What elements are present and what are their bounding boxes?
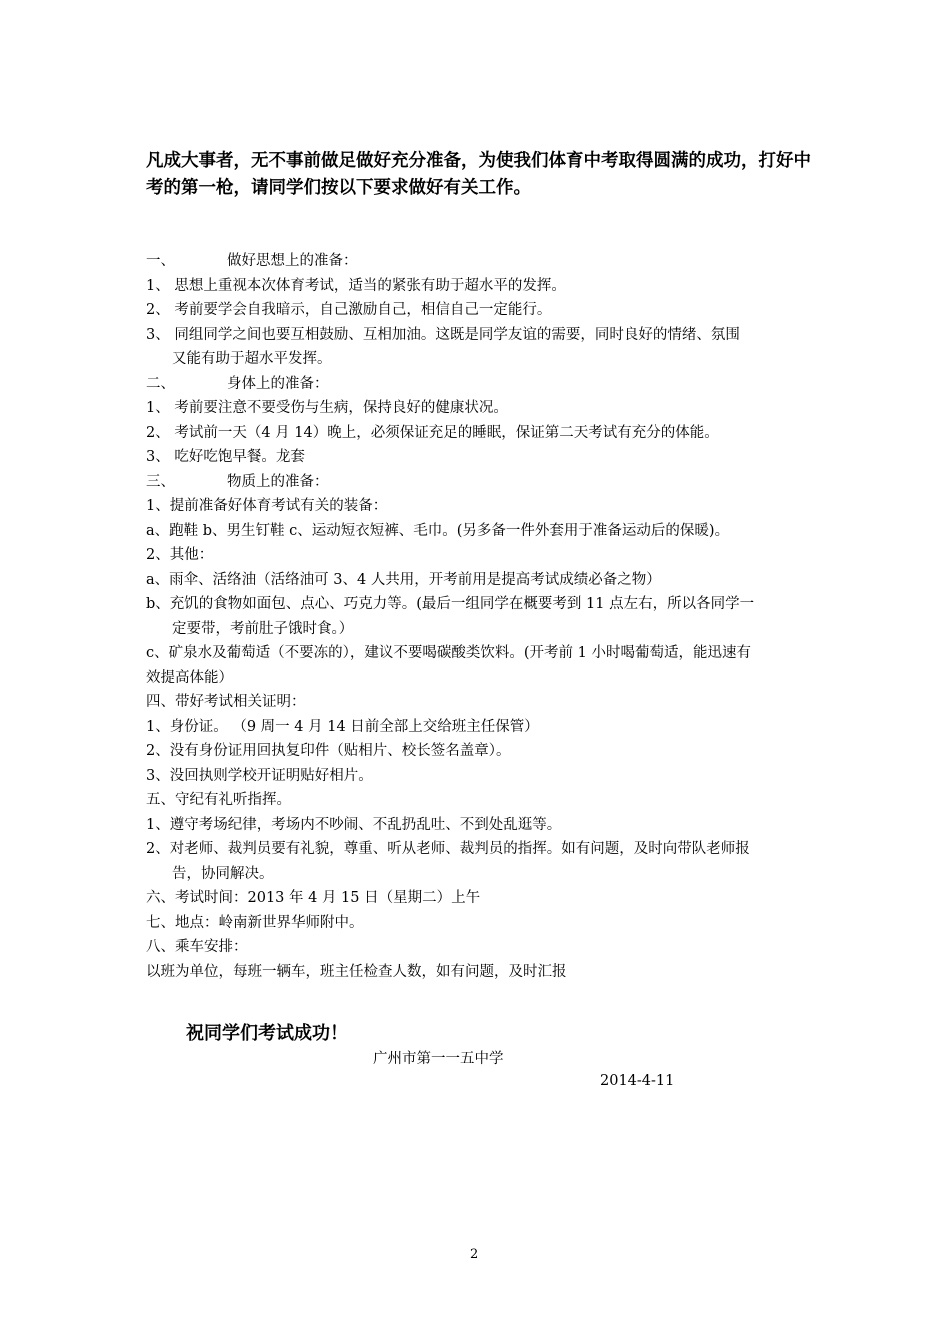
section-title: 做好思想上的准备：: [227, 253, 358, 269]
list-item: 3、 吃好吃饱早餐。龙套: [146, 449, 305, 465]
section-number: 三、: [146, 473, 175, 490]
section-number: 二、: [146, 375, 175, 392]
school-name: 广州市第一一五中学: [373, 1051, 504, 1067]
list-item: 1、 思想上重视本次体育考试，适当的紧张有助于超水平的发挥。: [146, 277, 566, 294]
page-number: 2: [470, 1247, 479, 1262]
document-date: 2014-4-11: [600, 1073, 675, 1089]
list-item: 2、 考试前一天（4 月 14）晚上，必须保证充足的睡眠，保证第二天考试有充分的体能。: [146, 424, 719, 441]
list-item: 2、 考前要学会自我暗示，自己激励自己，相信自己一定能行。: [146, 302, 552, 318]
list-item-continuation: 又能有助于超水平发挥。: [172, 351, 332, 367]
list-item: 2、对老师、裁判员要有礼貌，尊重、听从老师、裁判员的指挥。如有问题，及时向带队老师报: [146, 841, 750, 857]
section-heading-4: 四、带好考试相关证明：: [146, 694, 306, 710]
section-text: 以班为单位，每班一辆车，班主任检查人数，如有问题，及时汇报: [146, 963, 567, 980]
list-item-continuation: 效提高体能）: [146, 669, 233, 686]
list-item: 1、 考前要注意不要受伤与生病，保持良好的健康状况。: [146, 400, 508, 416]
list-item: c、矿泉水及葡萄适（不要冻的），建议不要喝碳酸类饮料。(开考前 1 小时喝葡萄适，能迅速有: [146, 645, 751, 661]
section-heading-6: 六、考试时间：2013 年 4 月 15 日（星期二）上午: [146, 890, 481, 906]
list-item-continuation: 告，协同解决。: [172, 865, 274, 882]
section-heading-3: [146, 470, 816, 495]
section-number: 一、: [146, 253, 175, 269]
closing-wish: 祝同学们考试成功！: [186, 1023, 348, 1044]
list-item: 3、 同组同学之间也要互相鼓励、互相加油。这既是同学友谊的需要，同时良好的情绪、氛围: [146, 326, 740, 343]
intro-paragraph: 凡成大事者，无不事前做足做好充分准备，为使我们体育中考取得圆满的成功，打好中考的第一枪，请同学们按以下要求做好有关工作。: [146, 151, 811, 198]
section-heading-5: 五、守纪有礼听指挥。: [146, 792, 291, 808]
list-item: a、雨伞、活络油（活络油可 3、4 人共用，开考前用是提高考试成绩必备之物）: [146, 571, 661, 588]
list-item: 2、其他：: [146, 547, 214, 563]
section-heading-2: [146, 372, 816, 397]
list-item: a、跑鞋 b、男生钉鞋 c、运动短衣短裤、毛巾。(另多备一件外套用于准备运动后的保暖)。: [146, 522, 730, 539]
section-heading-8: 八、乘车安排：: [146, 939, 248, 955]
section-title: 物质上的准备：: [227, 473, 329, 490]
list-item: 1、提前准备好体育考试有关的装备：: [146, 498, 388, 514]
section-heading-1: [146, 249, 816, 274]
list-item: 2、没有身份证用回执复印件（贴相片、校长签名盖章）。: [146, 743, 511, 759]
notice-body: [146, 249, 816, 984]
list-item: 1、身份证。 （9 周一 4 月 14 日前全部上交给班主任保管）: [146, 718, 539, 735]
list-item: 3、没回执则学校开证明贴好相片。: [146, 767, 373, 784]
list-item: 1、遵守考场纪律，考场内不吵闹、不乱扔乱吐、不到处乱逛等。: [146, 816, 562, 833]
section-heading-7: 七、地点：岭南新世界华师附中。: [146, 914, 364, 931]
list-item: b、充饥的食物如面包、点心、巧克力等。(最后一组同学在概要考到 11 点左右，所以各同学一: [146, 596, 755, 612]
section-title: 身体上的准备：: [227, 375, 329, 392]
list-item-continuation: 定要带，考前肚子饿时食。）: [172, 620, 354, 637]
